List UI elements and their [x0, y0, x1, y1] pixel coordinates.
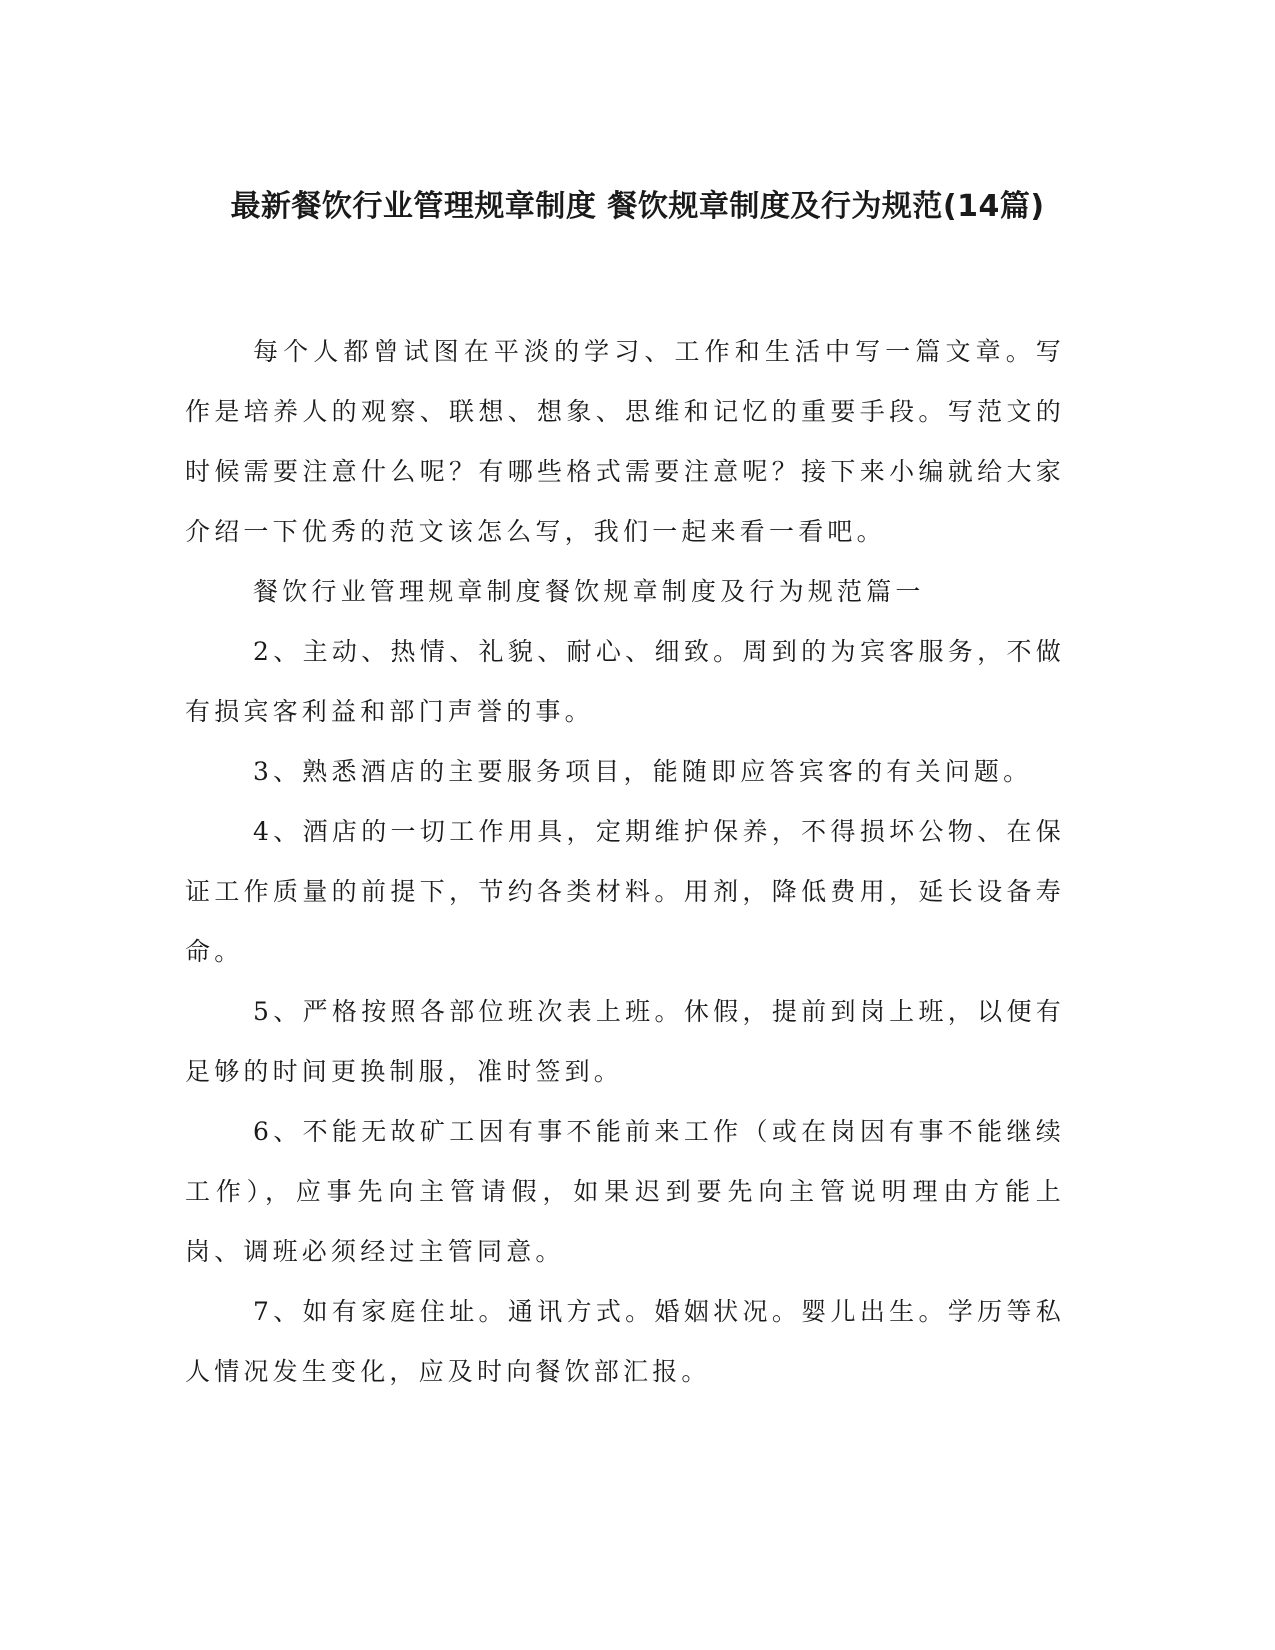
- document-title: 最新餐饮行业管理规章制度 餐饮规章制度及行为规范(14篇): [230, 189, 1045, 224]
- rule-item-2: 2、主动、热情、礼貌、耐心、细致。周到的为宾客服务，不做有损宾客利益和部门声誉的事。: [185, 637, 1065, 726]
- intro-paragraph: 每个人都曾试图在平淡的学习、工作和生活中写一篇文章。写作是培养人的观察、联想、想象、思维和记忆的重要手段。写范文的时候需要注意什么呢？有哪些格式需要注意呢？接下来小编就给大家介绍一下优秀的范文该怎么写，我们一起来看一看吧。: [185, 337, 1065, 546]
- rule-item-3: 3、熟悉酒店的主要服务项目，能随即应答宾客的有关问题。: [253, 757, 1033, 786]
- rule-item-7: 7、如有家庭住址。通讯方式。婚姻状况。婴儿出生。学历等私人情况发生变化，应及时向餐饮部汇报。: [185, 1297, 1065, 1386]
- section-heading: 餐饮行业管理规章制度餐饮规章制度及行为规范篇一: [253, 577, 925, 606]
- rule-item-5: 5、严格按照各部位班次表上班。休假，提前到岗上班，以便有足够的时间更换制服，准时签到。: [185, 997, 1065, 1086]
- rule-item-4: 4、酒店的一切工作用具，定期维护保养，不得损坏公物、在保证工作质量的前提下，节约各类材料。用剂，降低费用，延长设备寿命。: [185, 817, 1065, 966]
- rule-item-6: 6、不能无故矿工因有事不能前来工作（或在岗因有事不能继续工作），应事先向主管请假，如果迟到要先向主管说明理由方能上岗、调班必须经过主管同意。: [185, 1117, 1065, 1266]
- document-body: [185, 322, 1065, 1402]
